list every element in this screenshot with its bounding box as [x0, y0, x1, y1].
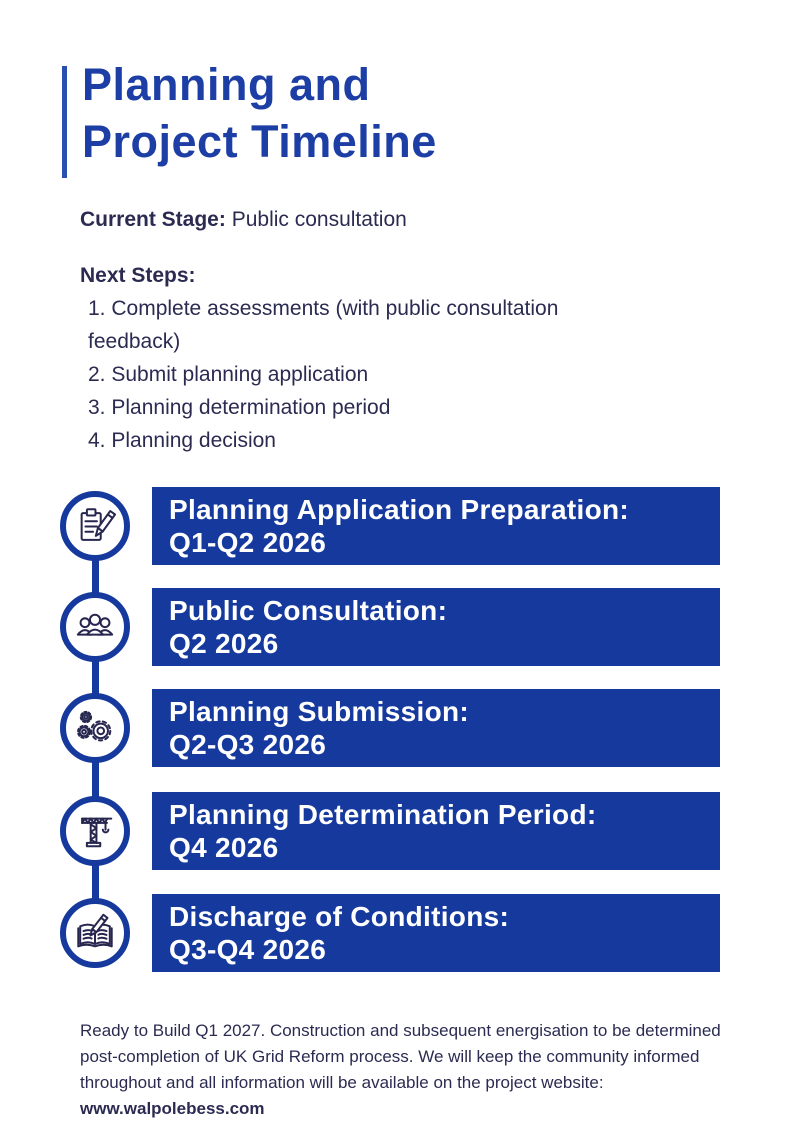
- next-steps-list: [84, 292, 604, 457]
- timeline-step-period: Q2-Q3 2026: [169, 729, 327, 760]
- next-step-item: 4. Planning decision: [84, 424, 604, 457]
- timeline-step-title: Public Consultation:: [169, 595, 448, 626]
- crane-icon: [74, 810, 116, 852]
- next-step-item: 1. Complete assessments (with public consultation feedback): [84, 292, 604, 358]
- timeline-banner: [152, 894, 720, 972]
- gears-icon: [74, 707, 116, 749]
- timeline-step-title: Planning Application Preparation:: [169, 494, 630, 525]
- timeline-step: [0, 894, 800, 972]
- timeline-node: [60, 693, 130, 763]
- timeline-banner: [152, 792, 720, 870]
- timeline-step-title: Discharge of Conditions:: [169, 901, 510, 932]
- people-icon: [74, 606, 116, 648]
- timeline-step-title: Planning Submission:: [169, 696, 470, 727]
- page-title-line1: Planning and: [82, 59, 371, 110]
- timeline: [0, 487, 800, 977]
- next-steps-label: Next Steps:: [80, 264, 196, 287]
- footer-text: Ready to Build Q1 2027. Construction and subsequent energisation to be determined post-completion of UK Grid Reform process. We will keep the community informed throughout and all information will be available on the project website:: [80, 1021, 721, 1092]
- book-pencil-icon: [74, 912, 116, 954]
- clipboard-pencil-icon: [74, 505, 116, 547]
- timeline-step-period: Q2 2026: [169, 628, 279, 659]
- timeline-step: [0, 689, 800, 767]
- timeline-node: [60, 898, 130, 968]
- page-title: [82, 56, 437, 170]
- timeline-step: [0, 792, 800, 870]
- timeline-banner: [152, 487, 720, 565]
- next-step-item: 2. Submit planning application: [84, 358, 604, 391]
- timeline-node: [60, 796, 130, 866]
- page-title-line2: Project Timeline: [82, 116, 437, 167]
- timeline-step: [0, 588, 800, 666]
- current-stage-label: Current Stage:: [80, 208, 226, 231]
- timeline-banner: [152, 689, 720, 767]
- footer-note: [80, 1018, 730, 1122]
- timeline-step-period: Q4 2026: [169, 832, 279, 863]
- current-stage-value: Public consultation: [231, 208, 407, 231]
- timeline-node: [60, 491, 130, 561]
- current-stage: [80, 206, 407, 234]
- timeline-step-period: Q1-Q2 2026: [169, 527, 327, 558]
- title-accent-bar: [62, 66, 67, 178]
- timeline-node: [60, 592, 130, 662]
- next-step-item: 3. Planning determination period: [84, 391, 604, 424]
- timeline-step-period: Q3-Q4 2026: [169, 934, 327, 965]
- project-website-link[interactable]: www.walpolebess.com: [80, 1099, 265, 1118]
- timeline-banner: [152, 588, 720, 666]
- timeline-step-title: Planning Determination Period:: [169, 799, 597, 830]
- timeline-step: [0, 487, 800, 565]
